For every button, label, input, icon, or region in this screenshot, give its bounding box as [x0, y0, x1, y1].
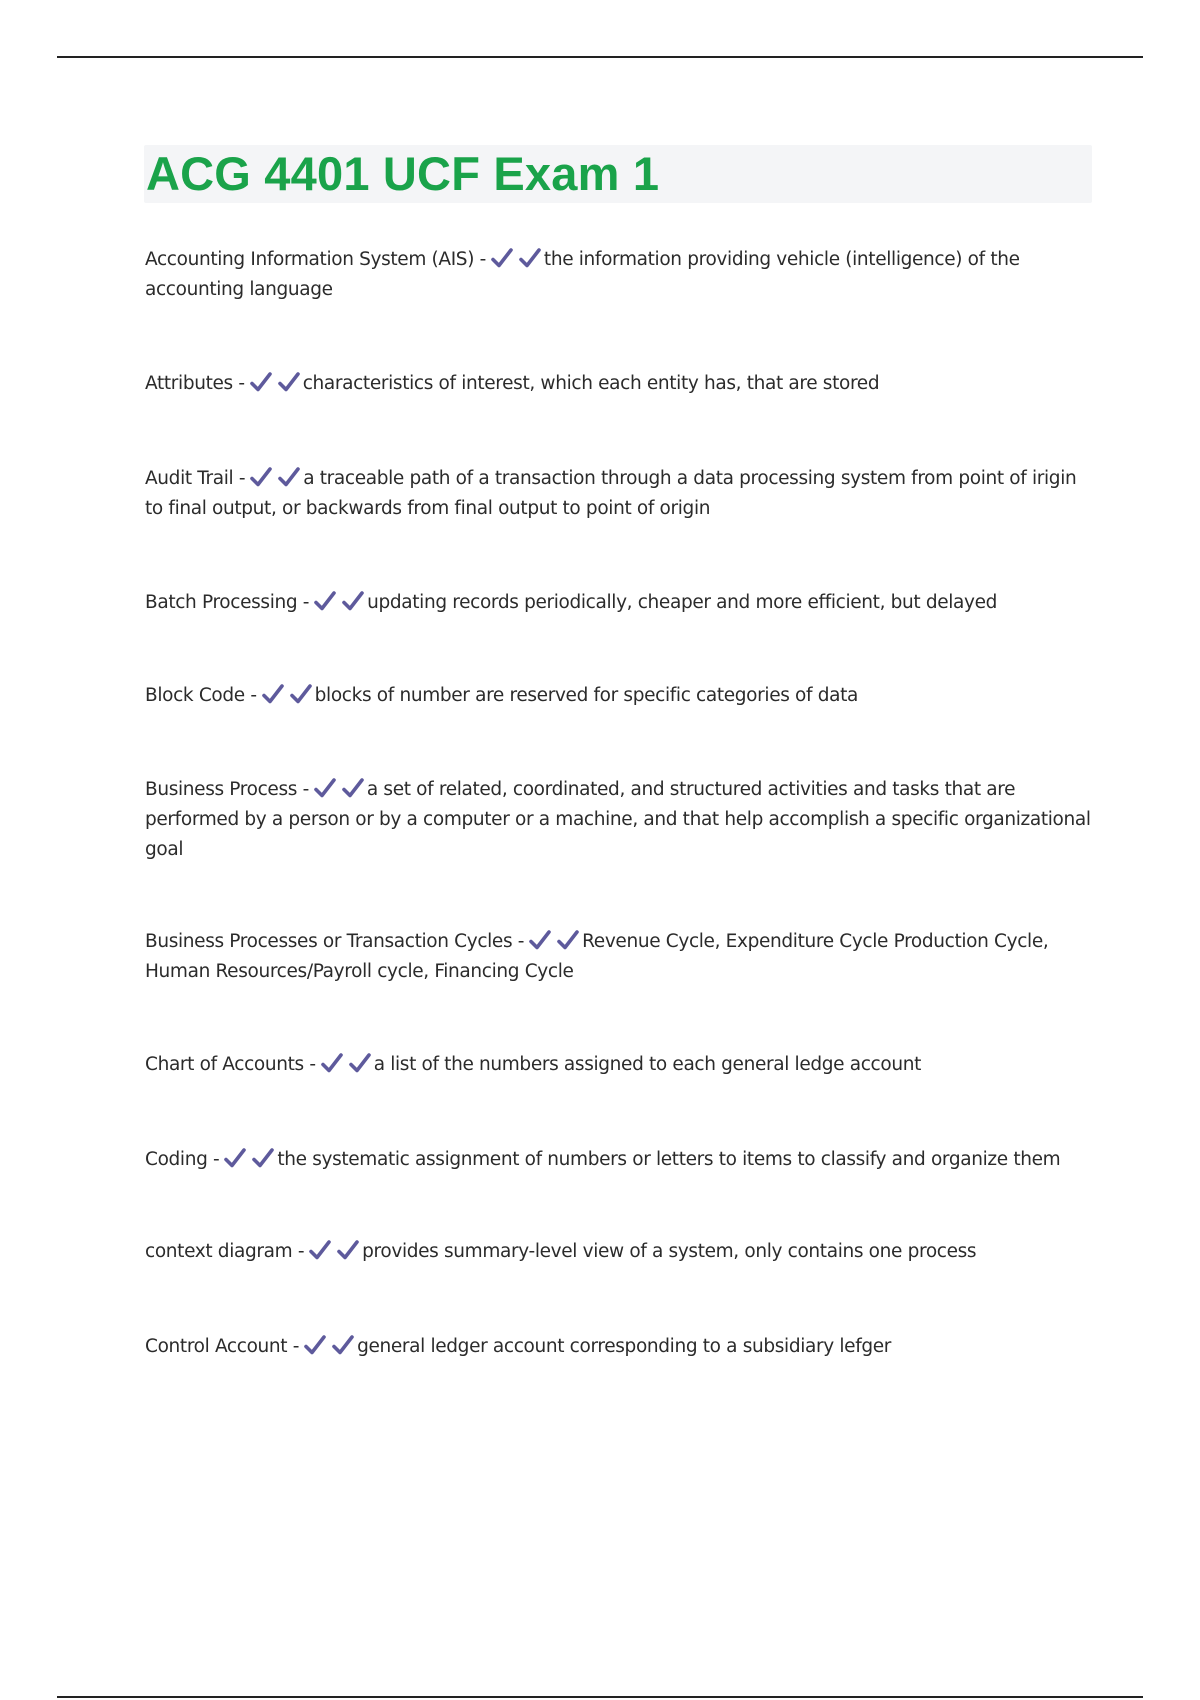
check-icon: [249, 466, 273, 488]
entry-term: Block Code: [145, 685, 245, 706]
entry-term: Business Process: [145, 779, 298, 800]
page-title: ACG 4401 UCF Exam 1: [146, 147, 660, 200]
double-check: [528, 929, 580, 951]
bottom-rule: [57, 1696, 1143, 1698]
check-icon: [556, 929, 580, 951]
double-check: [313, 777, 365, 799]
entry-term: Attributes: [145, 373, 233, 394]
entry-term: Coding: [145, 1149, 208, 1170]
check-icon: [320, 1052, 344, 1074]
entry-separator: -: [292, 1336, 300, 1357]
check-icon: [313, 590, 337, 612]
entry-definition: updating records periodically, cheaper and more efficient, but delayed: [367, 592, 998, 613]
check-icon: [341, 590, 365, 612]
entry-definition: provides summary-level view of a system, only contains one process: [362, 1241, 977, 1262]
double-check: [249, 371, 301, 393]
entry-definition: blocks of number are reserved for specific categories of data: [314, 685, 858, 706]
entry-definition: the systematic assignment of numbers or letters to items to classify and organize them: [277, 1149, 1061, 1170]
entry-separator: -: [297, 1241, 305, 1262]
double-check: [223, 1147, 275, 1169]
entry-term: Chart of Accounts: [145, 1054, 304, 1075]
check-icon: [331, 1334, 355, 1356]
entry-separator: -: [213, 1149, 220, 1170]
double-check: [308, 1239, 360, 1261]
double-check: [249, 466, 301, 488]
glossary-entry: [145, 245, 1095, 305]
entry-definition: characteristics of interest, which each entity has, that are stored: [302, 373, 880, 394]
entry-separator: -: [250, 685, 257, 706]
double-check: [303, 1334, 355, 1356]
glossary-entry: [145, 927, 1095, 987]
entry-definition: Revenue Cycle, Expenditure Cycle Production Cycle, Human Resources/Payroll cycle, Financing Cycle: [145, 931, 1049, 982]
entry-term: Audit Trail: [145, 468, 234, 489]
glossary-entry: [145, 1237, 1095, 1267]
entry-definition: the information providing vehicle (intelligence) of the accounting language: [145, 249, 1020, 300]
entry-separator: -: [238, 373, 245, 394]
check-icon: [528, 929, 552, 951]
check-icon: [277, 371, 301, 393]
entry-term: Control Account: [145, 1336, 288, 1357]
check-icon: [251, 1147, 275, 1169]
entry-separator: -: [517, 931, 525, 952]
check-icon: [518, 247, 542, 269]
entry-separator: -: [479, 249, 486, 270]
check-icon: [303, 1334, 327, 1356]
double-check: [320, 1052, 372, 1074]
top-rule: [57, 56, 1143, 58]
entry-term: Batch Processing: [145, 592, 298, 613]
check-icon: [348, 1052, 372, 1074]
check-icon: [341, 777, 365, 799]
entry-term: Accounting Information System (AIS): [145, 249, 475, 270]
entry-separator: -: [238, 468, 246, 489]
entry-definition: a list of the numbers assigned to each general ledge account: [373, 1054, 921, 1075]
entry-term: Business Processes or Transaction Cycles: [145, 931, 513, 952]
check-icon: [223, 1147, 247, 1169]
glossary-entry: [145, 464, 1095, 524]
glossary-entry: [145, 1145, 1095, 1175]
check-icon: [490, 247, 514, 269]
double-check: [490, 247, 542, 269]
double-check: [261, 683, 313, 705]
entry-term: context diagram: [145, 1241, 293, 1262]
glossary-entry: [145, 1050, 1095, 1080]
glossary-entry: [145, 588, 1095, 618]
glossary-entry: [145, 369, 1095, 399]
double-check: [313, 590, 365, 612]
glossary-entry: [145, 1332, 1095, 1362]
glossary-entry: [145, 775, 1095, 865]
check-icon: [289, 683, 313, 705]
glossary-entry: [145, 681, 1095, 711]
entry-separator: -: [309, 1054, 316, 1075]
check-icon: [336, 1239, 360, 1261]
entry-definition: a traceable path of a transaction through a data processing system from point of irigin to final output, or backwards from final output to point of origin: [145, 468, 1077, 519]
entry-definition: general ledger account corresponding to a subsidiary lefger: [357, 1336, 892, 1357]
entry-definition: a set of related, coordinated, and structured activities and tasks that are performed by a person or by a computer or a machine, and that help accomplish a specific organizational goal: [145, 779, 1091, 860]
entry-separator: -: [302, 592, 310, 613]
check-icon: [249, 371, 273, 393]
check-icon: [261, 683, 285, 705]
check-icon: [313, 777, 337, 799]
entry-separator: -: [302, 779, 309, 800]
check-icon: [277, 466, 301, 488]
check-icon: [308, 1239, 332, 1261]
